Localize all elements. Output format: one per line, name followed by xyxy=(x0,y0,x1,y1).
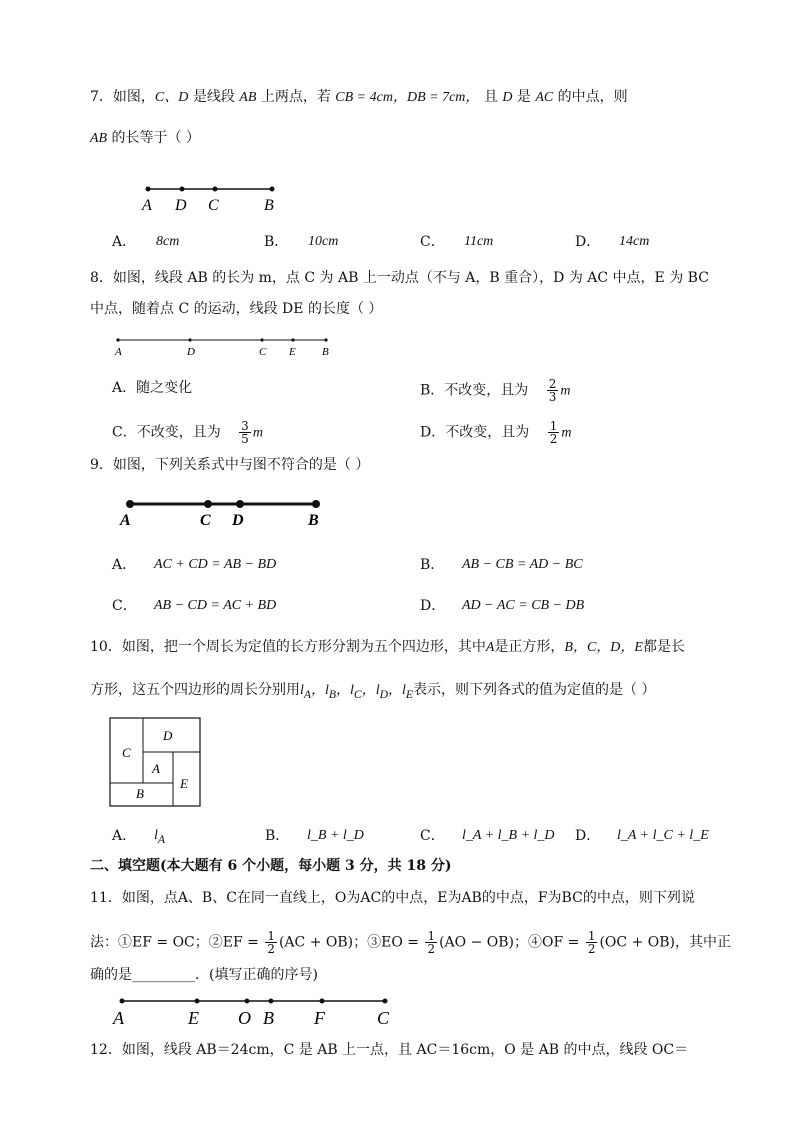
q10-figure xyxy=(109,717,203,809)
q8-label-C: C xyxy=(259,346,267,358)
q9-label-C: C xyxy=(200,512,211,529)
q8-opt-a: A．随之变化 xyxy=(112,380,193,396)
q8-label-E: E xyxy=(289,346,296,358)
q11-label-F: F xyxy=(314,1008,325,1028)
q10-label-A: A xyxy=(152,761,160,776)
q7-opt-c: 11cm xyxy=(464,234,494,249)
q9-opt-a: A． AC + CD = AB − BD xyxy=(112,557,277,573)
q11-label-C: C xyxy=(377,1008,390,1028)
q7-line1: 7．如图，C、D 是线段 AB 上两点，若 CB = 4cm，DB = 7cm， 且 D 是 AC 的中点，则 xyxy=(90,89,628,105)
q9-line1: 9．如图，下列关系式中与图不符合的是（ ） xyxy=(90,457,370,473)
q10-label-C: C xyxy=(122,745,131,760)
q8-label-A: A xyxy=(115,346,122,358)
q10-line2: 方形，这五个四边形的周长分别用$l_A$，$l_B$，$l_C$，$l_D$，$l_E$表示，则下列各式的值为定值的是（ ） xyxy=(90,682,656,701)
q7-label-B: B xyxy=(264,197,274,214)
q8-label-D: D xyxy=(187,346,195,358)
q7-opt-c-label: C． xyxy=(420,234,445,250)
q9-opt-b: B． AB − CB = AD − BC xyxy=(420,557,583,573)
q9-label-B: B xyxy=(308,512,319,529)
q8-opt-d: D．不改变，且为 $\frac{1}{2}$ m xyxy=(420,419,572,446)
q7-opt-a-label: A． xyxy=(112,234,137,250)
q7-opt-d: 14cm xyxy=(619,234,650,249)
q10-opt-c: C． l_A + l_B + l_D xyxy=(420,828,555,844)
q11-line1: 11．如图，点A、B、C在同一直线上，O为AC的中点，E为AB的中点，F为BC的中点，则下列说 xyxy=(90,890,695,906)
q9-opt-d: D． AD − AC = CB − DB xyxy=(420,598,585,614)
q10-line1: 10．如图，把一个周长为定值的长方形分割为五个四边形，其中A是正方形，B，C，D，E都是长 xyxy=(90,639,685,655)
q10-opt-a: A． $l_A$ xyxy=(112,828,166,846)
q8-figure xyxy=(112,330,342,360)
q11-figure xyxy=(110,992,400,1028)
q11-label-B: B xyxy=(263,1008,274,1028)
q7-opt-b: 10cm xyxy=(308,234,339,249)
q10-label-D: D xyxy=(163,728,173,743)
q9-figure xyxy=(118,492,338,530)
q7-opt-b-label: B． xyxy=(264,234,289,250)
q8-line2: 中点，随着点 C 的运动，线段 DE 的长度（ ） xyxy=(90,301,383,317)
q9-label-D: D xyxy=(232,512,244,529)
q10-opt-b: B． l_B + l_D xyxy=(265,828,364,844)
q9-label-A: A xyxy=(120,512,131,529)
q7-label-A: A xyxy=(142,197,152,214)
q9-opt-c: C． AB − CD = AC + BD xyxy=(112,598,277,614)
q11-label-E: E xyxy=(188,1008,199,1028)
q8-label-B: B xyxy=(322,346,329,358)
q7-line2: AB 的长等于（ ） xyxy=(90,130,201,146)
q12-line1: 12．如图，线段 AB＝24cm，C 是 AB 上一点，且 AC＝16cm，O 是 AB 的中点，线段 OC＝ xyxy=(90,1042,689,1058)
q10-opt-d: D． l_A + l_C + l_E xyxy=(575,828,709,844)
q11-line3: 确的是_________．(填写正确的序号) xyxy=(90,967,318,983)
q11-label-A: A xyxy=(113,1008,124,1028)
q10-label-E: E xyxy=(180,776,188,791)
q8-opt-c: C．不改变，且为 $\frac{3}{5}$ m xyxy=(112,419,263,446)
section-2-heading: 二、填空题(本大题有 6 个小题，每小题 3 分，共 18 分) xyxy=(90,858,452,874)
q7-label-C: C xyxy=(208,197,219,214)
q11-label-O: O xyxy=(238,1008,251,1028)
q7-figure xyxy=(140,180,290,216)
q8-opt-b: B．不改变，且为 $\frac{2}{3}$ m xyxy=(420,377,571,404)
q11-line2: 法：①EF = OC；②EF = $\frac{1}{2}$ (AC + OB)；③EO = $\frac{1}{2}$ (AO − OB)；④OF = $\frac{1}{2}$ (OC + OB)，其中正 xyxy=(90,929,731,956)
q8-line1: 8．如图，线段 AB 的长为 m，点 C 为 AB 上一动点（不与 A，B 重合），D 为 AC 中点，E 为 BC xyxy=(90,270,709,286)
q10-label-B: B xyxy=(136,786,144,801)
q7-label-D: D xyxy=(175,197,187,214)
q7-opt-a: 8cm xyxy=(156,234,180,249)
q7-options xyxy=(112,232,650,252)
q7-opt-d-label: D． xyxy=(575,234,601,250)
